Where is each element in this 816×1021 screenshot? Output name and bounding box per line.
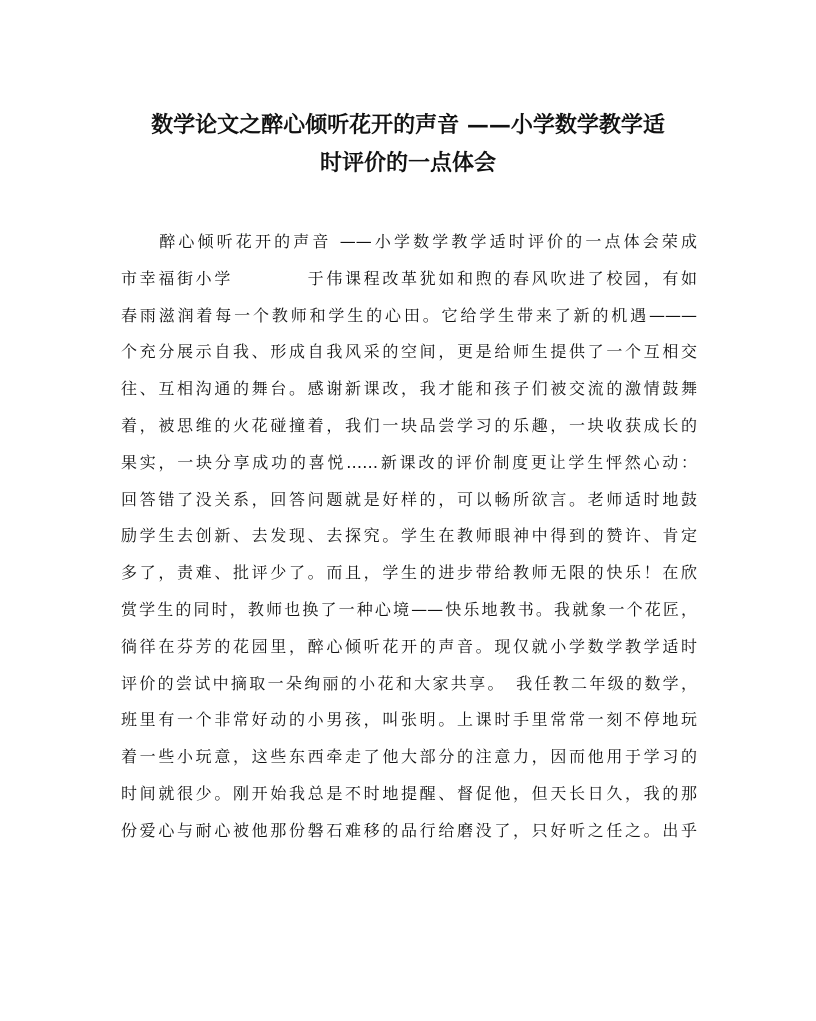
body-line: 时间就很少。刚开始我总是不时地提醒、督促他，但天长日久，我的那	[121, 783, 697, 803]
body-line: 回答错了没关系，回答问题就是好样的，可以畅所欲言。老师适时地鼓	[121, 489, 697, 509]
body-line: 徜徉在芬芳的花园里，醉心倾听花开的声音。现仅就小学数学教学适时	[121, 636, 697, 656]
body-line: 着一些小玩意，这些东西牵走了他大部分的注意力，因而他用于学习的	[121, 747, 697, 767]
body-line: 份爱心与耐心被他那份磐石难移的品行给磨没了，只好听之任之。出乎	[121, 820, 697, 840]
body-line: 多了，责难、批评少了。而且，学生的进步带给教师无限的快乐！在欣	[121, 563, 697, 583]
body-line: 醉心倾听花开的声音 ——小学数学教学适时评价的一点体会荣成	[121, 232, 697, 251]
document-body	[121, 224, 697, 850]
body-line: 励学生去创新、去发现、去探究。学生在教师眼神中得到的赞许、肯定	[121, 526, 697, 546]
body-line: 果实，一块分享成功的喜悦……新课改的评价制度更让学生怦然心动：	[121, 452, 697, 472]
body-line: 往、互相沟通的舞台。感谢新课改，我才能和孩子们被交流的激情鼓舞	[121, 379, 697, 399]
body-line: 评价的尝试中摘取一朵绚丽的小花和大家共享。 我任教二年级的数学，	[121, 673, 697, 693]
body-line: 班里有一个非常好动的小男孩，叫张明。上课时手里常常一刻不停地玩	[121, 710, 697, 730]
body-line: 着，被思维的火花碰撞着，我们一块品尝学习的乐趣，一块收获成长的	[121, 415, 697, 435]
body-line: 赏学生的同时，教师也换了一种心境——快乐地教书。我就象一个花匠，	[121, 599, 697, 619]
document-title-line-2: 时评价的一点体会	[319, 150, 496, 176]
body-line: 个充分展示自我、形成自我风采的空间，更是给师生提供了一个互相交	[121, 342, 697, 362]
body-line: 市幸福街小学 于伟课程改革犹如和煦的春风吹进了校园，有如	[121, 268, 697, 288]
body-line: 春雨滋润着每一个教师和学生的心田。它给学生带来了新的机遇———	[121, 305, 697, 325]
document-title-line-1: 数学论文之醉心倾听花开的声音 ——小学数学教学适	[151, 112, 665, 138]
